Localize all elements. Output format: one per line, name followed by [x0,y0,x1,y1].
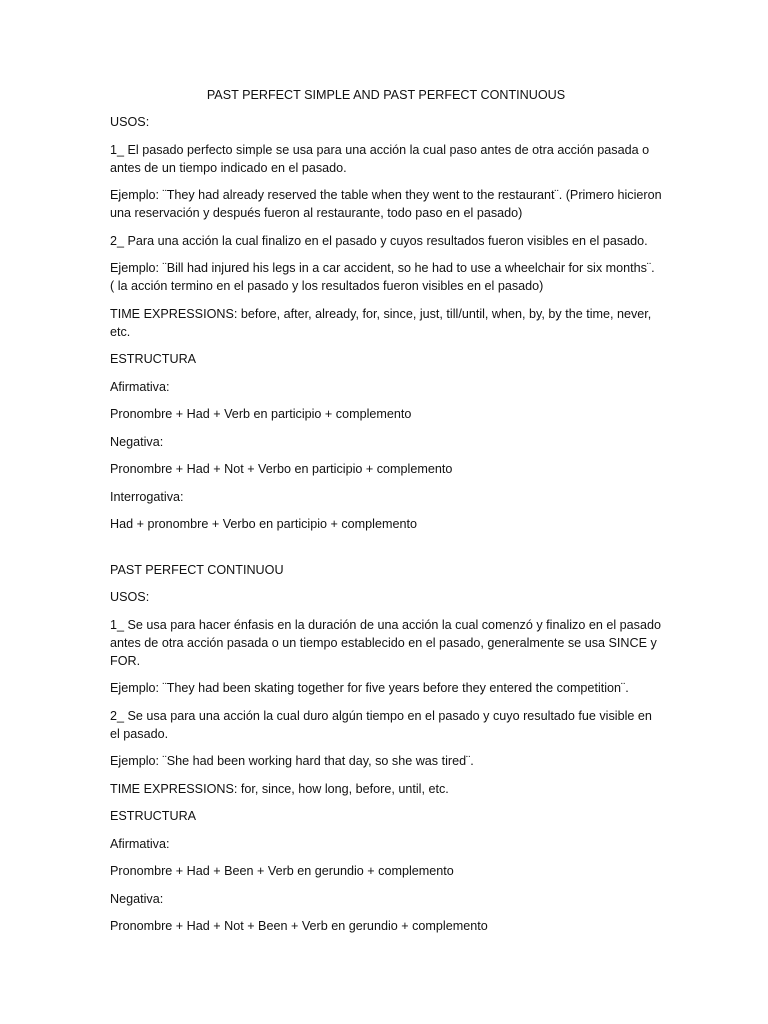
section1-estructura: ESTRUCTURA [110,352,197,366]
section2-use1: 1_ Se usa para hacer énfasis en la duración de una acción la cual comenzó y finalizo en el pasado antes de otra acción pasada o un tiempo establecido en el pasado, generalmente se usa SINCE y FOR. [110,617,661,668]
section1-usos: USOS: [110,115,150,129]
section-spacer [110,543,662,561]
section2-usos: USOS: [110,590,150,604]
section1-interrogativa: Had + pronombre + Verbo en participio + complemento [110,517,417,531]
section1-afirmativa: Pronombre + Had + Verb en participio + complemento [110,407,412,421]
section1-use1: 1_ El pasado perfecto simple se usa para una acción la cual paso antes de otra acción pasada o antes de un tiempo indicado en el pasado. [110,142,650,175]
section2-heading: PAST PERFECT CONTINUOU [110,562,284,577]
document-body [110,86,662,945]
section1-afirmativa-label: Afirmativa: [110,379,170,394]
section1-negativa: Pronombre + Had + Not + Verbo en participio + complemento [110,462,453,476]
section1-interrogativa-label: Interrogativa: [110,489,184,504]
section2-negativa: Pronombre + Had + Not + Been + Verb en gerundio + complemento [110,919,488,933]
section1-time-expressions: TIME EXPRESSIONS: before, after, already, for, since, just, till/until, when, by, by the time, never, etc. [110,306,652,339]
section2-time-expressions: TIME EXPRESSIONS: for, since, how long, before, until, etc. [110,781,449,796]
section1-example2: Ejemplo: ¨Bill had injured his legs in a car accident, so he had to use a wheelchair for six months¨. ( la acción termino en el pasado y los resultados fueron visibles en el pasado) [110,261,655,293]
document-title: PAST PERFECT SIMPLE AND PAST PERFECT CONTINUOUS [206,88,566,102]
section2-estructura: ESTRUCTURA [110,809,197,823]
section1-example1: Ejemplo: ¨They had already reserved the table when they went to the restaurant¨. (Primero hicieron una reservación y después fueron al restaurante, todo paso en el pasado) [110,188,662,220]
section2-example1: Ejemplo: ¨They had been skating together for five years before they entered the competition¨. [110,681,629,695]
section1-negativa-label: Negativa: [110,434,164,449]
section1-use2: 2_ Para una acción la cual finalizo en el pasado y cuyos resultados fueron visibles en el pasado. [110,233,648,248]
section2-afirmativa: Pronombre + Had + Been + Verb en gerundio + complemento [110,864,454,878]
section2-use2: 2_ Se usa para una acción la cual duro algún tiempo en el pasado y cuyo resultado fue visible en el pasado. [110,708,652,741]
section2-afirmativa-label: Afirmativa: [110,836,170,851]
section2-example2: Ejemplo: ¨She had been working hard that day, so she was tired¨. [110,754,474,768]
section2-negativa-label: Negativa: [110,891,164,906]
